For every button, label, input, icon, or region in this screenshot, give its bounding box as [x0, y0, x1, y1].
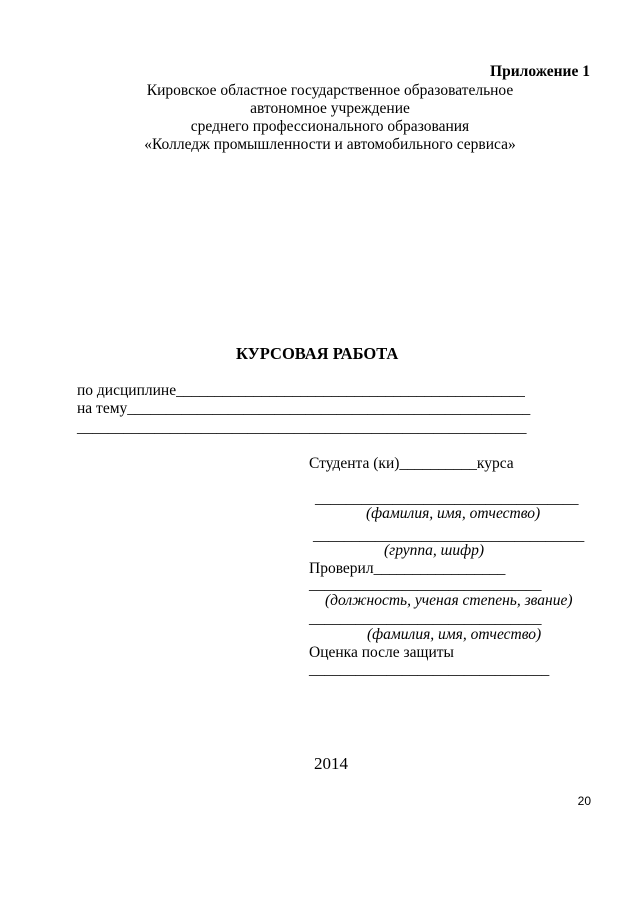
grade-field: Оценка после защиты — [309, 644, 454, 661]
document-title: КУРСОВАЯ РАБОТА — [236, 344, 399, 363]
discipline-field: по дисциплине_____________________________________________ — [77, 382, 525, 399]
org-line-1: Кировское областное государственное образовательное — [146, 82, 514, 99]
page-number: 20 — [577, 794, 591, 808]
org-line-4: «Колледж промышленности и автомобильного сервиса» — [144, 136, 516, 153]
org-line-3: среднего профессионального образования — [190, 118, 470, 135]
student-name-caption: (фамилия, имя, отчество) — [366, 505, 541, 522]
org-line-2: автономное учреждение — [250, 100, 410, 117]
position-caption: (должность, ученая степень, звание) — [325, 592, 573, 609]
position-line: ______________________________ — [309, 576, 542, 593]
topic-extra-line: __________________________________________________________ — [77, 419, 527, 436]
grade-line: _______________________________ — [309, 661, 550, 678]
group-caption: (группа, шифр) — [384, 542, 485, 559]
topic-field: на тему____________________________________________________ — [77, 400, 531, 417]
reviewer-name-caption: (фамилия, имя, отчество) — [367, 626, 542, 643]
year: 2014 — [314, 754, 348, 773]
student-field: Студента (ки)__________курса — [309, 455, 514, 472]
appendix-label: Приложение 1 — [490, 63, 590, 80]
reviewer-name-line: ______________________________ — [309, 610, 542, 627]
checked-field: Проверил_________________ — [309, 560, 506, 577]
student-name-line: __________________________________ — [315, 490, 579, 507]
group-line: ___________________________________ — [313, 527, 585, 544]
